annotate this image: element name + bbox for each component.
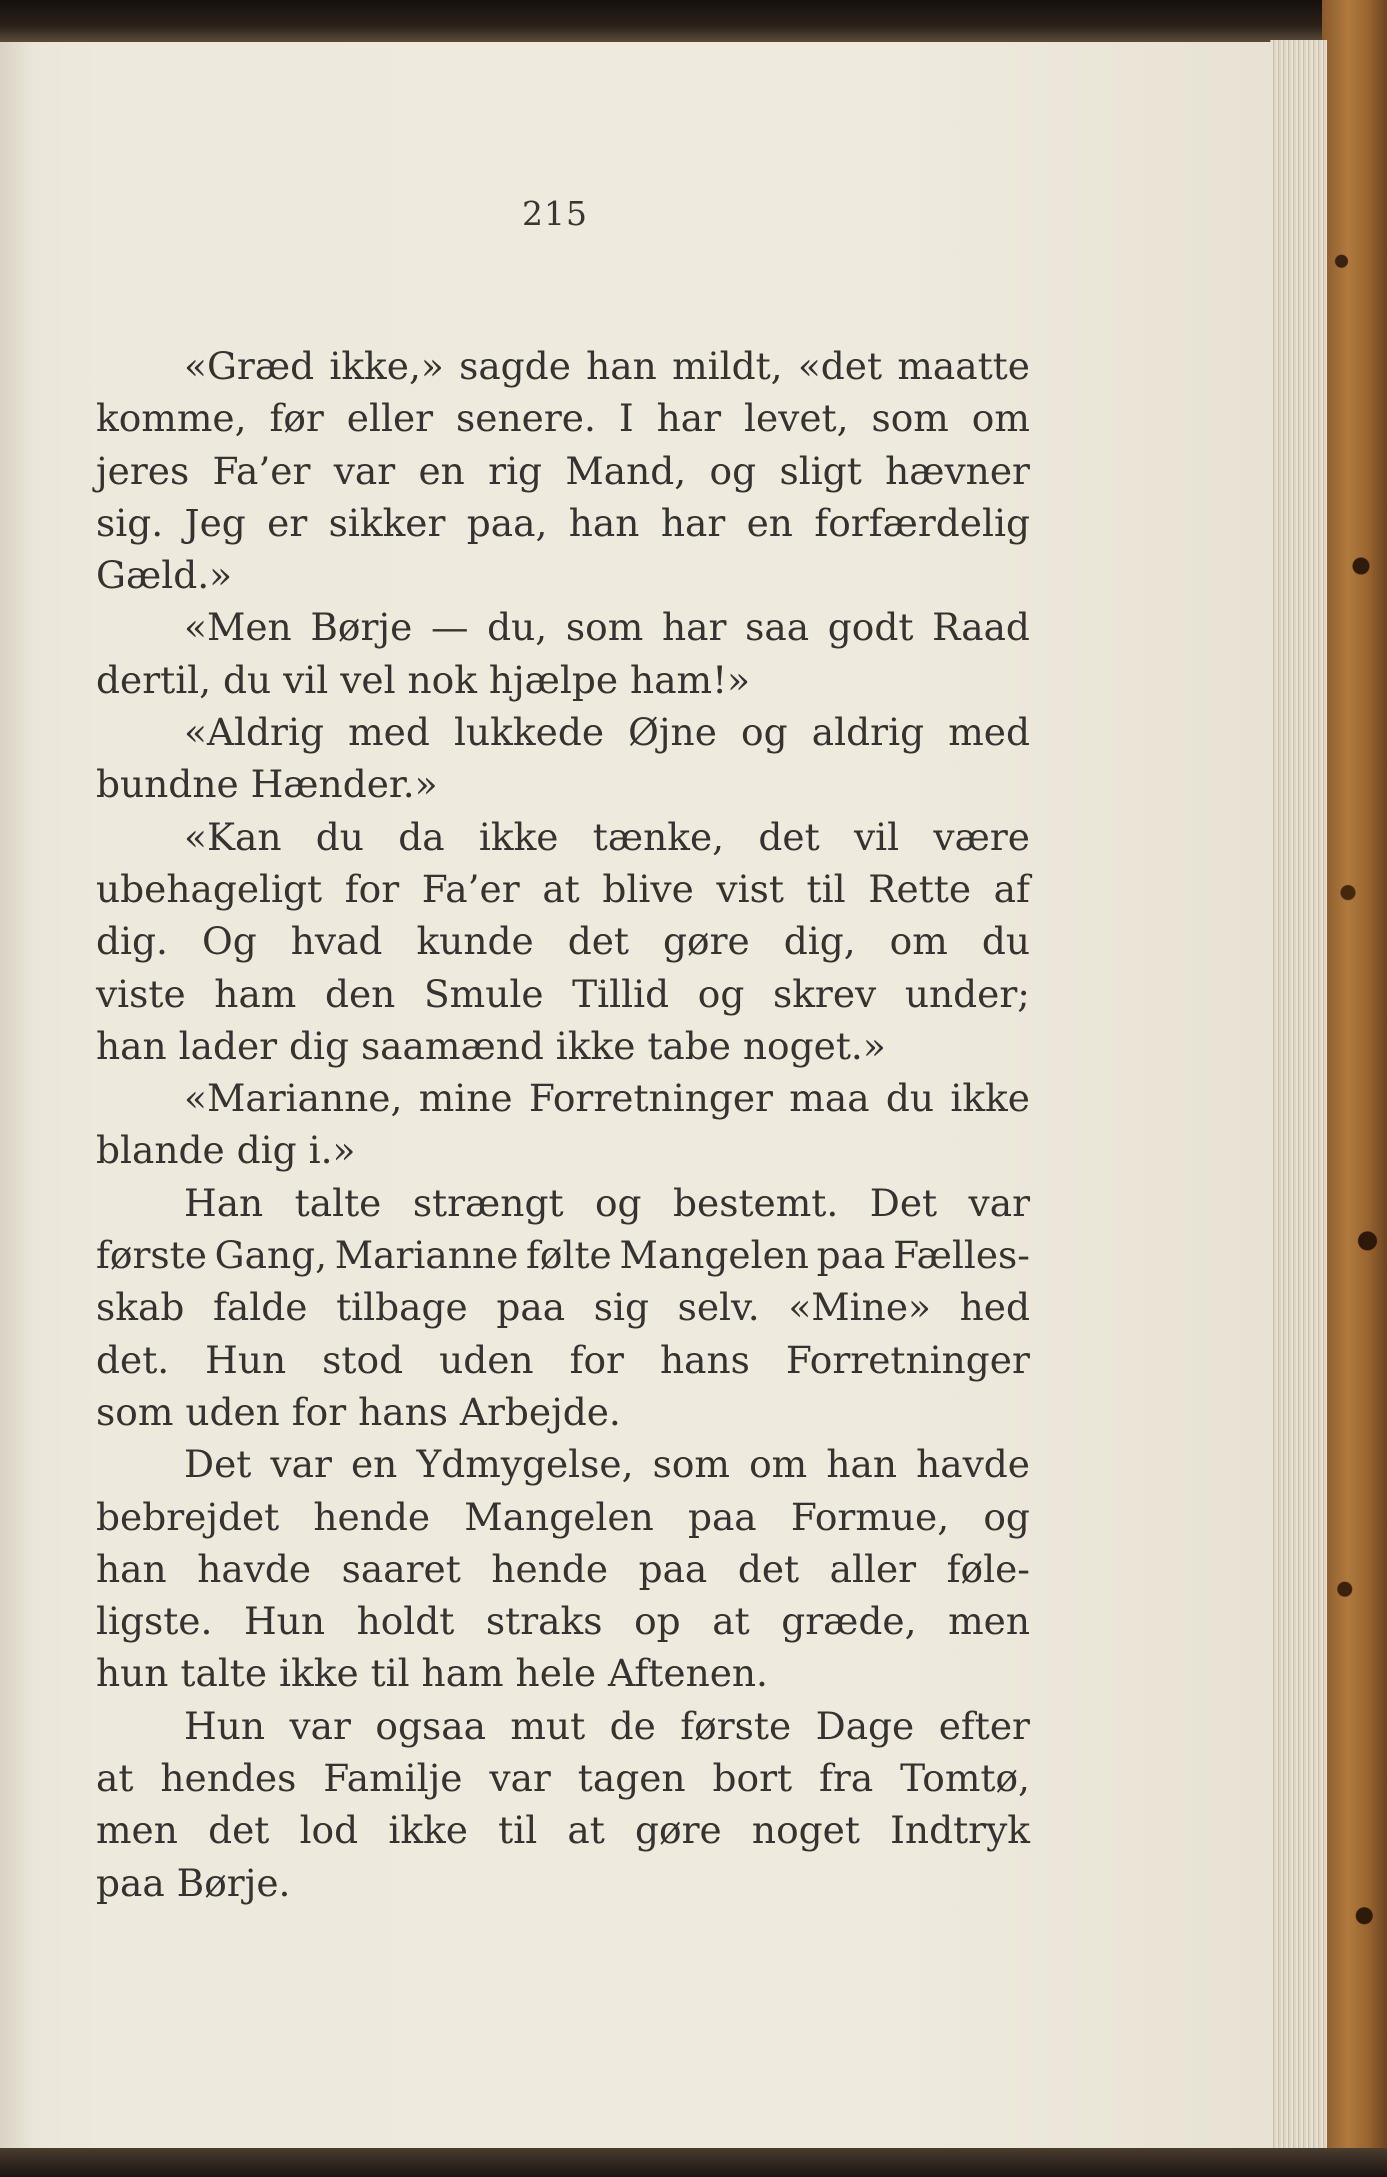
body-text [96, 340, 1030, 1909]
text-line: bundne Hænder.» [96, 762, 438, 807]
text-line: «Men Børje — du, som har saa godt Raad [184, 605, 1030, 650]
text-line: Han talte strængt og bestemt. Det var [184, 1180, 1030, 1225]
scan-bottom-edge [0, 2148, 1387, 2177]
page-gutter-shadow [0, 42, 34, 2148]
text-line: han lader dig saamænd ikke tabe noget.» [96, 1023, 886, 1068]
page-stack-edges [1270, 40, 1327, 2148]
text-line: jeres Fa’er var en rig Mand, og sligt hævner [96, 448, 1030, 493]
text-line: men det lod ikke til at gøre noget Indtryk [96, 1808, 1030, 1853]
text-line: «Marianne, mine Forretninger maa du ikke [184, 1076, 1030, 1121]
text-line: ubehageligt for Fa’er at blive vist til Rette af [96, 866, 1030, 911]
text-line: det. Hun stod uden for hans Forretninger [96, 1337, 1030, 1382]
text-line: paa Børje. [96, 1860, 291, 1905]
text-line: som uden for hans Arbejde. [96, 1389, 621, 1434]
text-line: komme, før eller senere. I har levet, som om [96, 396, 1030, 441]
text-line: dig. Og hvad kunde det gøre dig, om du [96, 919, 1030, 964]
text-line: Det var en Ydmygelse, som om han havde [184, 1442, 1030, 1487]
book-cover-edge [1322, 0, 1387, 2177]
text-line: han havde saaret hende paa det aller føle- [96, 1546, 1030, 1591]
text-line: «Aldrig med lukkede Øjne og aldrig med [184, 710, 1030, 755]
text-line: hun talte ikke til ham hele Aftenen. [96, 1651, 768, 1696]
text-line: bebrejdet hende Mangelen paa Formue, og [96, 1494, 1030, 1539]
text-line: viste ham den Smule Tillid og skrev under; [96, 971, 1030, 1016]
text-line: «Græd ikke,» sagde han mildt, «det maatte [184, 344, 1030, 388]
text-line: at hendes Familje var tagen bort fra Tomtø, [96, 1756, 1030, 1801]
text-line: ligste. Hun holdt straks op at græde, men [96, 1599, 1030, 1644]
text-line: Gæld.» [96, 553, 233, 598]
text-line: Hun var ogsaa mut de første Dage efter [184, 1703, 1030, 1748]
text-line: sig. Jeg er sikker paa, han har en forfærdelig [96, 500, 1030, 545]
text-line: første Gang, Marianne følte Mangelen paa Fælles- [96, 1233, 1030, 1278]
scan-top-edge [0, 0, 1387, 42]
page-number: 215 [522, 194, 588, 233]
text-line: dertil, du vil vel nok hjælpe ham!» [96, 657, 751, 702]
text-line: blande dig i.» [96, 1128, 356, 1173]
text-line: «Kan du da ikke tænke, det vil være [184, 814, 1030, 859]
text-line: skab falde tilbage paa sig selv. «Mine» hed [96, 1285, 1030, 1330]
book-page [0, 42, 1272, 2148]
